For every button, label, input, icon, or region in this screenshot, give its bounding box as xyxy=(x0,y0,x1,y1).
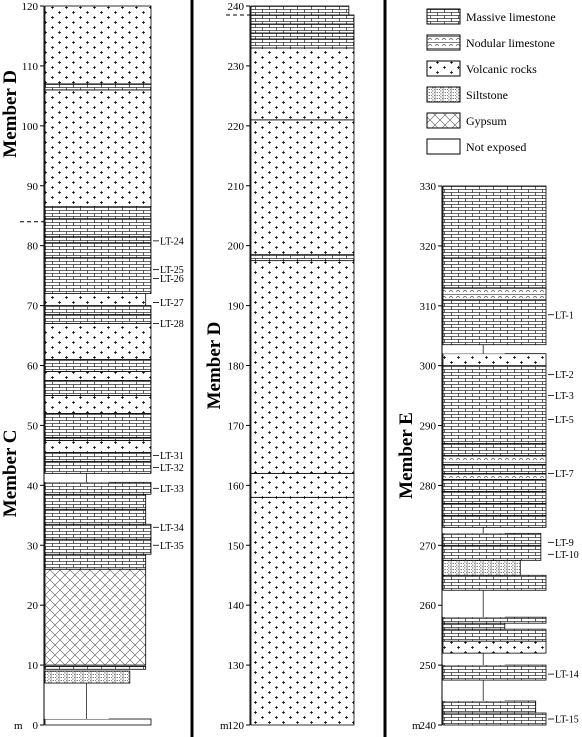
sample-label: LT-10 xyxy=(555,549,579,561)
sample-label: LT-9 xyxy=(555,537,574,549)
bed-massive xyxy=(443,665,546,680)
bed-massive xyxy=(443,617,546,623)
bed-massive xyxy=(45,306,151,315)
depth-unit-label: m xyxy=(412,720,421,732)
bed-massive xyxy=(443,186,546,258)
bed-volcanic xyxy=(443,354,546,366)
depth-tick-label: 120 xyxy=(227,720,244,732)
bed-massive xyxy=(443,464,546,473)
depth-tick-label: 30 xyxy=(27,540,38,553)
legend-label-massive: Massive limestone xyxy=(466,10,556,24)
bed-gypsum xyxy=(45,569,146,665)
column-2 xyxy=(204,1,354,732)
member-label: Member D xyxy=(204,321,225,410)
bed-massive xyxy=(45,452,151,461)
bed-massive xyxy=(251,39,354,48)
depth-tick-label: 130 xyxy=(227,660,244,673)
bed-massive xyxy=(45,360,151,372)
depth-tick-label: 240 xyxy=(419,720,436,732)
bed-volcanic xyxy=(45,395,151,413)
bed-notexposed xyxy=(443,345,505,354)
depth-tick-label: 40 xyxy=(27,480,38,493)
sample-label: LT-14 xyxy=(555,669,579,681)
sample-label: LT-7 xyxy=(555,468,574,480)
bed-notexposed xyxy=(45,473,109,482)
depth-tick-label: 270 xyxy=(419,540,436,553)
legend-swatch-massive xyxy=(427,9,460,24)
bed-massive xyxy=(45,315,151,324)
bed-notexposed xyxy=(443,527,505,533)
bed-massive xyxy=(443,515,546,527)
bed-massive xyxy=(443,479,546,491)
bed-massive xyxy=(45,666,146,669)
member-label: Member C xyxy=(0,429,21,518)
bed-siltstone xyxy=(443,560,520,575)
depth-tick-label: 80 xyxy=(27,240,38,253)
sample-label: LT-34 xyxy=(160,522,184,534)
bed-massive xyxy=(443,300,546,345)
bed-massive xyxy=(443,491,546,503)
depth-tick-label: 320 xyxy=(419,240,436,253)
bed-massive xyxy=(251,24,354,33)
bed-volcanic xyxy=(45,6,151,84)
depth-tick-label: 300 xyxy=(419,360,436,373)
sample-label: LT-24 xyxy=(160,236,184,248)
bed-volcanic xyxy=(45,90,151,207)
bed-volcanic xyxy=(45,371,151,380)
bed-massive xyxy=(45,258,151,294)
bed-massive xyxy=(443,545,541,560)
depth-tick-label: 240 xyxy=(227,1,244,13)
bed-volcanic xyxy=(251,120,354,255)
bed-massive xyxy=(45,509,146,524)
bed-massive xyxy=(45,380,151,395)
depth-tick-label: 280 xyxy=(419,480,436,493)
depth-tick-label: 330 xyxy=(419,181,436,193)
bed-massive xyxy=(45,494,146,509)
bed-massive xyxy=(45,84,151,90)
legend-swatch-siltstone xyxy=(427,87,460,102)
bed-massive xyxy=(45,437,151,440)
bed-massive xyxy=(45,207,151,219)
depth-tick-label: 170 xyxy=(227,420,244,433)
bed-notexposed xyxy=(45,683,109,719)
bed-massive xyxy=(251,255,354,261)
bed-massive xyxy=(45,554,146,569)
bed-volcanic xyxy=(251,261,354,474)
sample-label: LT-32 xyxy=(160,462,184,474)
depth-unit-label: m xyxy=(14,720,23,732)
legend-label-siltstone: Siltstone xyxy=(466,88,509,102)
depth-tick-label: 0 xyxy=(32,720,38,732)
bed-notexposed xyxy=(443,653,505,665)
bed-notexposed xyxy=(443,590,505,617)
column-3 xyxy=(396,181,579,732)
sample-label: LT-28 xyxy=(160,319,184,331)
depth-tick-label: 260 xyxy=(419,600,436,613)
bed-massive xyxy=(45,524,151,539)
sample-label: LT-27 xyxy=(160,298,184,310)
depth-tick-label: 150 xyxy=(227,540,244,553)
bed-massive xyxy=(443,533,541,545)
bed-volcanic xyxy=(45,440,151,452)
depth-tick-label: 190 xyxy=(227,300,244,313)
bed-massive xyxy=(45,413,151,437)
bed-volcanic xyxy=(251,473,354,497)
sample-label: LT-33 xyxy=(160,483,184,495)
legend-swatch-nodular xyxy=(427,35,460,50)
bed-notexposed xyxy=(45,719,151,725)
bed-siltstone xyxy=(45,671,130,683)
bed-massive xyxy=(45,539,151,554)
depth-tick-label: 200 xyxy=(227,240,244,253)
depth-tick-label: 250 xyxy=(419,660,436,673)
bed-volcanic xyxy=(251,497,354,725)
depth-tick-label: 70 xyxy=(27,300,38,313)
legend-swatch-notexposed xyxy=(427,139,460,154)
legend-label-nodular: Nodular limestone xyxy=(466,36,555,50)
depth-tick-label: 50 xyxy=(27,420,38,433)
depth-tick-label: 140 xyxy=(227,600,244,613)
lithology-legend xyxy=(427,9,556,154)
bed-massive xyxy=(45,219,151,237)
depth-tick-label: 220 xyxy=(227,120,244,133)
bed-volcanic xyxy=(443,641,546,653)
column-1 xyxy=(0,1,184,732)
bed-massive xyxy=(443,623,505,629)
bed-nodular xyxy=(443,456,546,465)
depth-tick-label: 90 xyxy=(27,180,38,193)
bed-notexposed xyxy=(443,680,505,701)
sample-label: LT-5 xyxy=(555,415,574,427)
bed-volcanic xyxy=(251,48,354,120)
bed-massive xyxy=(443,503,546,515)
legend-swatch-gypsum xyxy=(427,113,460,128)
bed-massive xyxy=(251,6,349,15)
bed-volcanic xyxy=(45,324,151,360)
bed-massive xyxy=(443,366,546,444)
sample-label: LT-15 xyxy=(555,714,579,726)
member-label: Member E xyxy=(396,412,417,499)
depth-tick-label: 160 xyxy=(227,480,244,493)
depth-unit-label: m xyxy=(220,720,229,732)
bed-massive xyxy=(443,701,536,713)
bed-massive xyxy=(443,713,546,725)
sample-label: LT-35 xyxy=(160,540,184,552)
sample-label: LT-25 xyxy=(160,265,184,277)
sample-label: LT-3 xyxy=(555,391,574,403)
sample-label: LT-31 xyxy=(160,450,184,462)
depth-tick-label: 180 xyxy=(227,360,244,373)
depth-tick-label: 20 xyxy=(27,600,38,613)
bed-massive xyxy=(443,629,546,641)
bed-massive xyxy=(251,33,354,39)
sample-label: LT-26 xyxy=(160,274,184,286)
bed-massive xyxy=(251,15,354,24)
bed-massive xyxy=(45,461,151,473)
bed-volcanic xyxy=(45,294,146,306)
depth-tick-label: 230 xyxy=(227,60,244,73)
bed-massive xyxy=(45,482,151,494)
bed-nodular xyxy=(443,473,546,479)
legend-label-notexposed: Not exposed xyxy=(466,140,527,154)
legend-swatch-volcanic xyxy=(427,61,460,76)
bed-massive xyxy=(443,258,546,288)
bed-massive xyxy=(45,243,151,258)
depth-tick-label: 60 xyxy=(27,360,38,373)
depth-tick-label: 210 xyxy=(227,180,244,193)
depth-tick-label: 310 xyxy=(419,300,436,313)
legend-label-gypsum: Gypsum xyxy=(466,114,507,128)
bed-massive xyxy=(443,575,546,590)
sample-label: LT-2 xyxy=(555,370,574,382)
depth-tick-label: 10 xyxy=(27,660,38,673)
bed-massive xyxy=(443,444,546,456)
depth-tick-label: 100 xyxy=(21,120,38,133)
sample-label: LT-1 xyxy=(555,310,574,322)
depth-tick-label: 290 xyxy=(419,420,436,433)
depth-tick-label: 120 xyxy=(21,1,38,13)
bed-massive xyxy=(45,237,151,243)
legend-label-volcanic: Volcanic rocks xyxy=(466,62,537,76)
member-label: Member D xyxy=(0,69,21,158)
bed-nodular xyxy=(443,288,546,300)
depth-tick-label: 110 xyxy=(21,60,38,73)
